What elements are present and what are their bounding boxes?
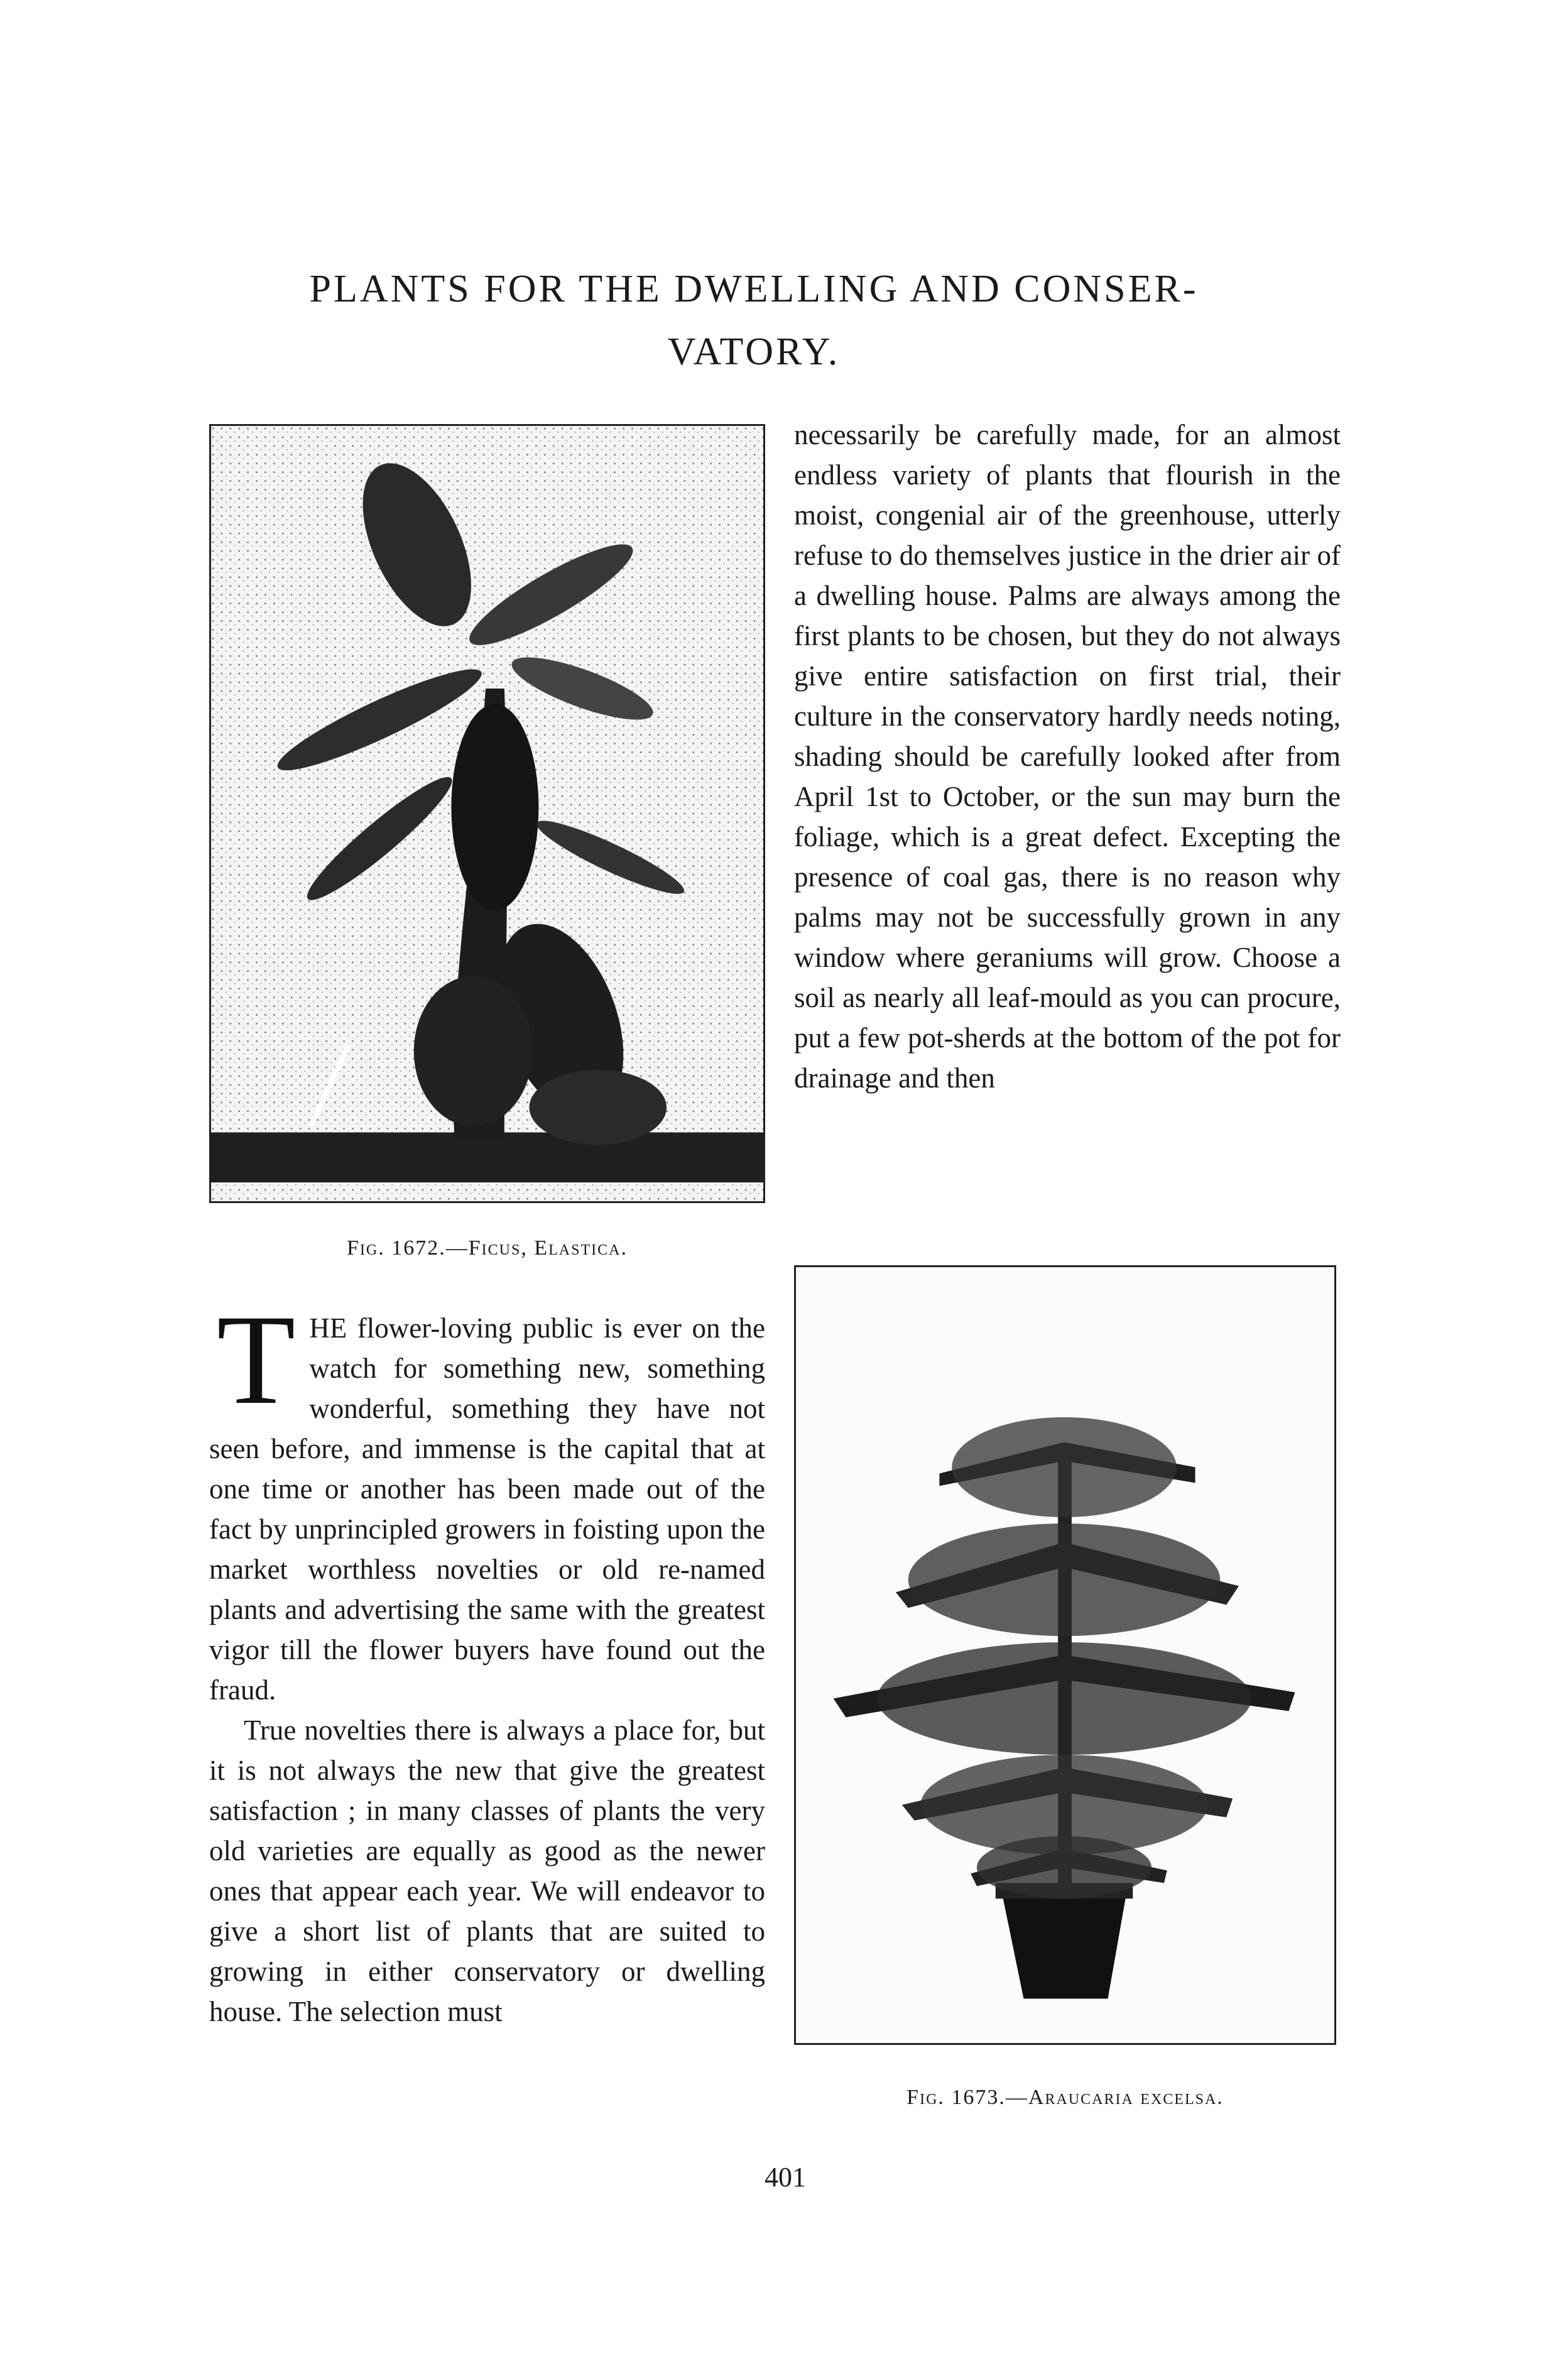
body-text-left-column — [209, 1289, 765, 2032]
figure-caption-1672: Fig. 1672.—Ficus, Elastica. — [347, 1236, 628, 1260]
title-line-2: VATORY. — [667, 330, 841, 373]
paragraph-1-text: HE flower-loving public is ever on the watch for something new, something wonderful, something they have not seen before, and immense is the capital that at one time or another has been made out of the fact by unprincipled growers in foisting upon the market worthless novelties or old re-named plants and advertising the same with the greatest vigor till the flower buyers have found out the fraud. — [209, 1312, 765, 1706]
drop-cap: T — [217, 1289, 296, 1431]
figure-araucaria-excelsa — [794, 1265, 1336, 2045]
araucaria-excelsa-plant-image — [796, 1267, 1334, 2043]
title-line-1: PLANTS FOR THE DWELLING AND CONSER- — [309, 268, 1199, 310]
paragraph-2: True novelties there is always a place for, but it is not always the new that give the greatest satisfaction ; in many classes of plants the very old varieties are equally as good as the newer ones that appear each year. We will endeavor to give a short list of plants that are suited to growing in either conservatory or dwelling house. The selection must — [209, 1714, 765, 2027]
body-text-right-column: necessarily be carefully made, for an almost endless variety of plants that flourish in the moist, congenial air of the greenhouse, utterly refuse to do themselves justice in the drier air of a dwelling house. Palms are always among the first plants to be chosen, but they do not always give entire satisfaction on first trial, their culture in the conservatory hardly needs noting, shading should be carefully looked after from April 1st to October, or the sun may burn the foliage, which is a great defect. Excepting the presence of coal gas, there is no reason why palms may not be successfully grown in any window where geraniums will grow. Choose a soil as nearly all leaf-mould as you can procure, put a few pot-sherds at the bottom of the pot for drainage and then — [794, 419, 1341, 1094]
page-title — [188, 258, 1319, 383]
page-number: 401 — [765, 2162, 806, 2193]
figure-ficus-elastica — [209, 424, 765, 1203]
figure-caption-1673: Fig. 1673.—Araucaria excelsa. — [906, 2086, 1224, 2109]
ficus-elastica-plant-image — [211, 426, 763, 1201]
paragraph-1 — [209, 1289, 765, 1710]
